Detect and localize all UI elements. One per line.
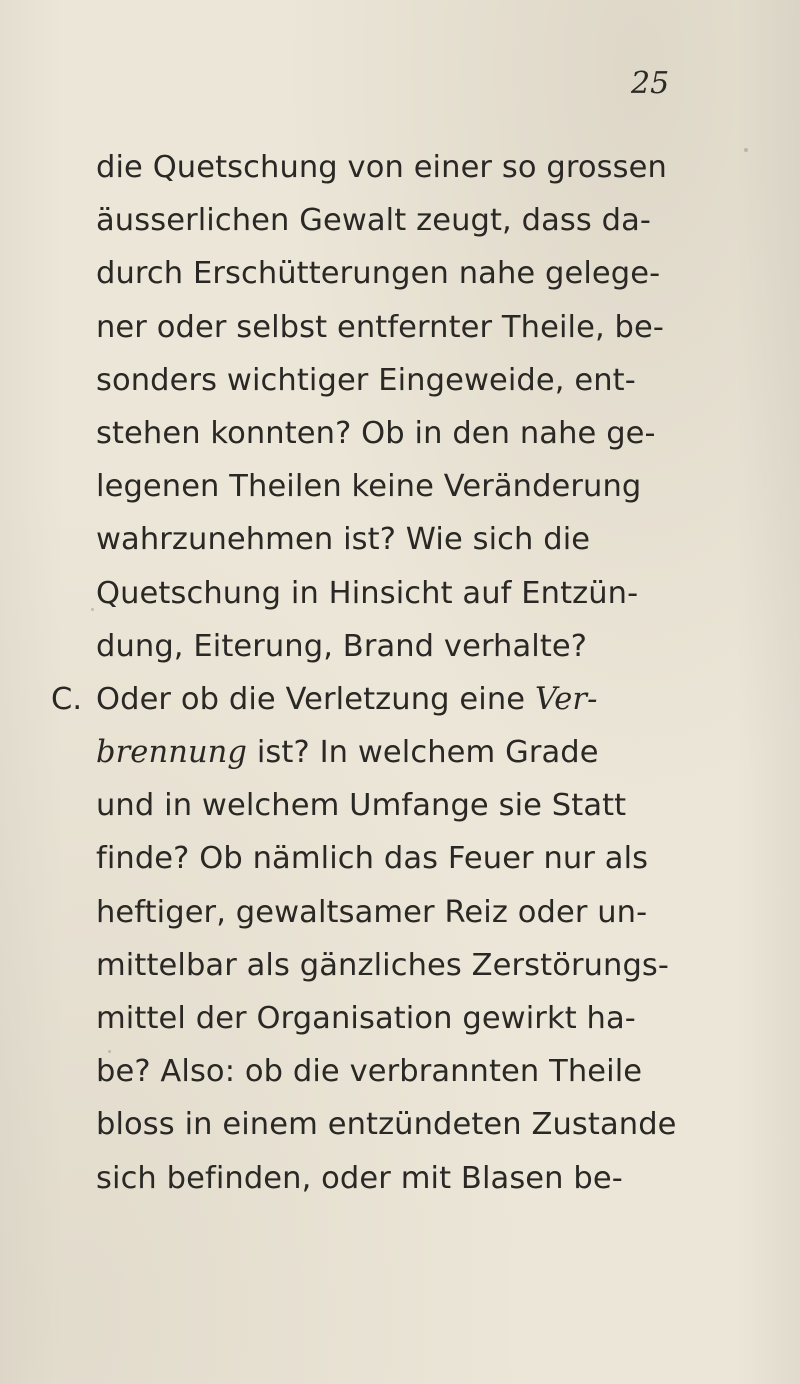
text-line: mittelbar als gänzliches Zerstörungs- [96,947,670,983]
section-c-text: Oder ob die Verletzung eine [96,681,535,717]
section-c-text: ist? In welchem Grade [247,735,599,771]
text-line: sich befinden, oder mit Blasen be- [96,1160,623,1196]
text-line: und in welchem Umfange sie Statt [96,788,627,824]
text-line: die Quetschung von einer so grossen [96,150,667,185]
text-line: mittel der Organisation gewirkt ha- [96,1001,636,1036]
section-c-second-line [96,726,716,779]
paper-speck [91,608,94,611]
section-marker: C. [51,681,83,717]
text-line: dung, Eiterung, Brand verhalte? [96,628,588,664]
section-c-emphasis: Ver- [534,681,598,717]
text-line: sonders wichtiger Eingeweide, ent- [96,362,636,398]
text-line: durch Erschütterungen nahe gelege- [96,256,661,292]
section-c-emphasis: brennung [96,735,248,771]
text-line: äusserlichen Gewalt zeugt, dass da- [96,203,652,239]
section-c-first-line [51,673,716,726]
body-text [51,141,716,1205]
text-line: ner oder selbst entfernter Theile, be- [96,309,664,345]
paper-speck [744,148,748,152]
text-line: stehen konnten? Ob in den nahe ge- [96,415,656,451]
page-number: 25 [631,66,670,101]
text-line: finde? Ob nämlich das Feuer nur als [96,841,649,877]
text-line: legenen Theilen keine Veränderung [96,469,642,505]
text-line: heftiger, gewaltsamer Reiz oder un- [96,894,648,930]
text-line: Quetschung in Hinsicht auf Entzün- [96,575,639,611]
text-line: wahrzunehmen ist? Wie sich die [96,522,591,558]
text-line: bloss in einem entzündeten Zustande [96,1107,677,1143]
text-line: be? Also: ob die verbrannten Theile [96,1054,643,1090]
